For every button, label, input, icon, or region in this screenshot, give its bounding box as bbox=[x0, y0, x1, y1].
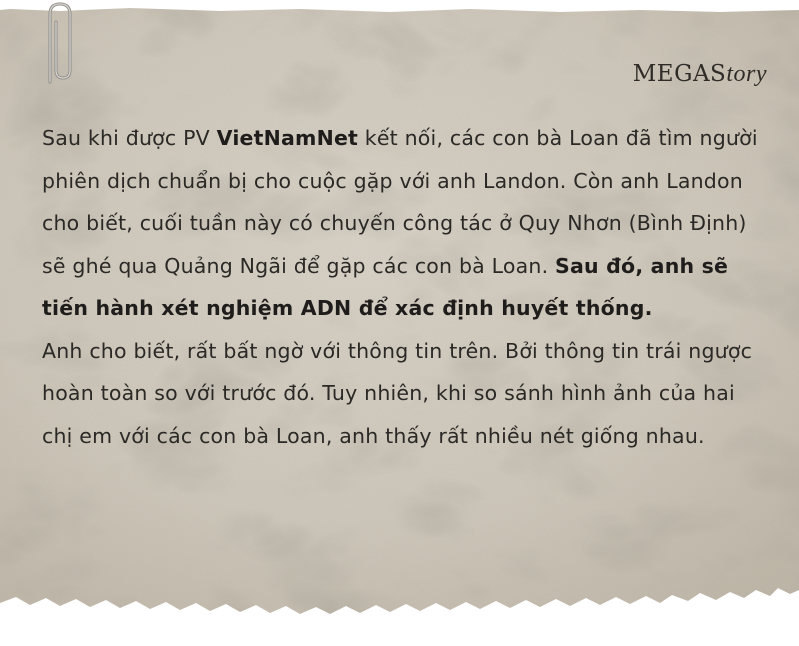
article-paragraph bbox=[42, 117, 762, 330]
article-body bbox=[42, 117, 762, 457]
brand-logo bbox=[633, 60, 767, 88]
bold-text: VietNamNet bbox=[216, 126, 359, 150]
paperclip-icon bbox=[40, 0, 80, 90]
article-paragraph: Anh cho biết, rất bất ngờ với thông tin trên. Bởi thông tin trái ngược hoàn toàn so với trước đó. Tuy nhiên, khi so sánh hình ảnh của hai chị em với các con bà Loan, anh thấy rất nhiều nét giống nhau. bbox=[42, 338, 753, 448]
brand-logo-part2: tory bbox=[726, 61, 767, 87]
bold-text: Sau đó, anh sẽ tiến hành xét nghiệm ADN để xác định huyết thống. bbox=[42, 253, 729, 320]
paragraph-text: Sau khi được PV bbox=[42, 126, 217, 150]
brand-logo-part1: MEGAS bbox=[632, 61, 727, 87]
paragraph-text: kết nối, các con bà Loan đã tìm người phiên dịch chuẩn bị cho cuộc gặp với anh Landon. Còn anh Landon cho biết, cuối tuần này có chuyến công tác ở Quy Nhơn (Bình Định) sẽ ghé qua Quảng Ngãi để gặp các con bà Loan. bbox=[42, 126, 758, 278]
